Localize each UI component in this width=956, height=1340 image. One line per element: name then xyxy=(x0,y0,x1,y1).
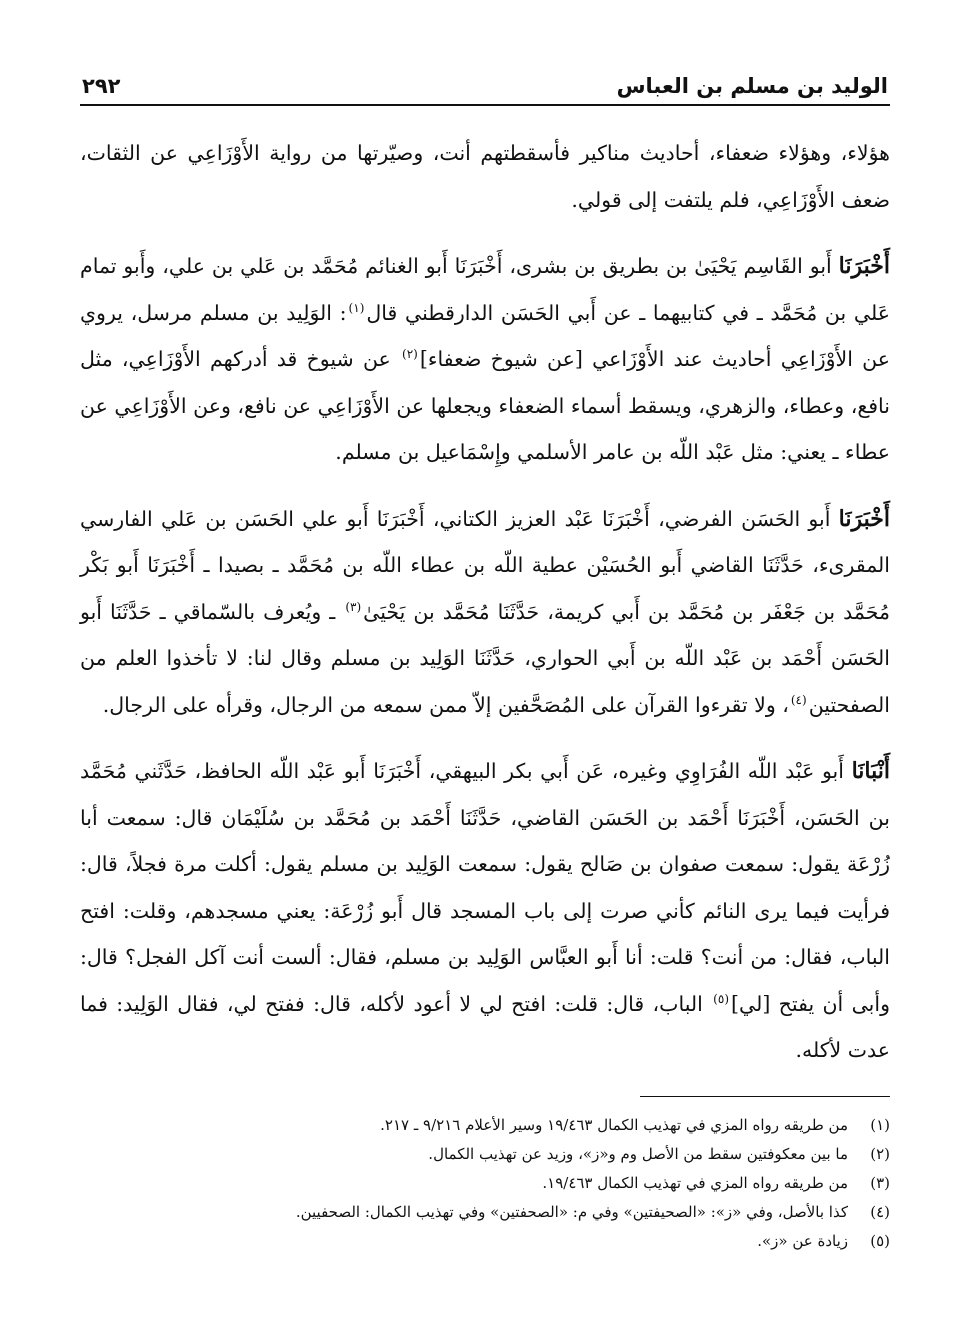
text-segment: أَبو القَاسِم يَحْيَىٰ بن بطريق بن بشرى، أَخْبَرَنَا أَبو الغنائم مُحَمَّد بن عَلي بن علي، وأَبو تمام عَلي بن مُحَمَّد ـ في كتابيهما ـ عن أَبي الحَسَن الدارقطني قال xyxy=(80,254,890,325)
paragraph xyxy=(80,130,890,223)
running-header xyxy=(80,60,890,106)
text-segment: أَبو عَبْد اللّه الفُرَاوِي وغيره، عَن أَبي بكر البيهقي، أَخْبَرَنَا أَبو عَبْد اللّه الحافظ، حَدَّثَني مُحَمَّد بن الحَسَن، أَخْبَرَنَا أَحْمَد بن الحَسَن القاضي، حَدَّثَنَا أَحْمَد بن مُحَمَّد بن سُلَيْمَان قال: سمعت أبا زُرْعَة يقول: سمعت صفوان بن صَالح يقول: سمعت الوَلِيد بن مسلم يقول: أكلت مرة فجلاً، قال: فرأيت فيما يرى النائم كأني صرت إلى باب المسجد قال أَبو زُرْعَة: يعني مسجدهم، وقلت: افتح الباب، فقال: من أنت؟ قلت: أنا أَبو العبَّاس الوَلِيد بن مسلم، فقال: ألست أنت آكل الفجل؟ قال: وأبى أن يفتح [لي] xyxy=(80,759,890,1016)
book-page xyxy=(80,60,890,1256)
text-segment: الباب، قال: قلت: افتح لي لا أعود لأكله، قال: ففتح لي، فقال الوَلِيد: فما عدت لأكله. xyxy=(80,991,890,1062)
main-text xyxy=(80,130,890,1074)
text-segment: عن شيوخ قد أدركهم الأَوْزَاعِي، مثل نافع، وعطاء، والزهري، ويسقط أسماء الضعفاء ويجعلها عن الأَوْزَاعِي عن نافع، وعن الأَوْزَاعِي عن عطاء ـ يعني: مثل عَبْد اللّه بن عامر الأسلمي وإِسْمَاعيل بن مسلم. xyxy=(80,347,890,464)
footnotes xyxy=(80,1111,890,1256)
footnote-text: من طريقه رواه المزي في تهذيب الكمال ١٩/٤٦٣. xyxy=(542,1173,848,1192)
footnote xyxy=(80,1111,890,1140)
footnote xyxy=(80,1227,890,1256)
footnote-number: (٤) xyxy=(870,1202,890,1221)
footnote-marker[interactable]: (١) xyxy=(348,300,365,315)
footnote-text: زيادة عن «ز». xyxy=(757,1231,848,1250)
footnote-text: من طريقه رواه المزي في تهذيب الكمال ١٩/٤٦٣ وسير الأعلام ٩/٢١٦ ـ ٢١٧. xyxy=(380,1115,848,1134)
text-segment: ـ ويُعرف بالسّماقي ـ حَدَّثَنَا أَبو الحَسَن أَحْمَد بن عَبْد اللّه بن أَبي الحواري، حَدَّثَنَا الوَلِيد بن مسلم وقال لنا: لا تأخذوا العلم من الصفحتين xyxy=(80,599,890,717)
paragraph-lead-word: أَخْبَرَنَا xyxy=(838,505,890,532)
footnote-text: كذا بالأصل، وفي «ز»: «الصحيفتين» وفي م: «الصحفتين» وفي تهذيب الكمال: الصحفيين. xyxy=(295,1202,848,1221)
paragraph xyxy=(80,496,890,729)
footnote xyxy=(80,1140,890,1169)
footnote-marker[interactable]: (٣) xyxy=(345,599,362,614)
paragraph-lead-word: أَنْبَانَا xyxy=(851,758,890,784)
paragraph-lead-word: أَخْبَرَنَا xyxy=(838,253,890,279)
running-title: الوليد بن مسلم بن العباس xyxy=(616,74,888,98)
footnote-marker[interactable]: (٤) xyxy=(790,692,807,707)
footnote-marker[interactable]: (٢) xyxy=(402,347,418,362)
footnote-text: ما بين معكوفتين سقط من الأصل وم و«ز»، وزيد عن تهذيب الكمال. xyxy=(428,1144,848,1163)
text-segment: هؤلاء، وهؤلاء ضعفاء، أحاديث مناكير فأسقطتهم أنت، وصيّرتها من رواية الأَوْزَاعِي عن الثقات، ضعف الأَوْزَاعِي، فلم يلتفت إلى قولي. xyxy=(80,141,890,212)
page-number: ٢٩٢ xyxy=(82,74,121,98)
footnote xyxy=(80,1169,890,1198)
paragraph xyxy=(80,243,890,476)
text-segment: أَبو الحَسَن الفرضي، أَخْبَرَنَا عَبْد العزيز الكتاني، أَخْبَرَنَا أَبو علي الحَسَن بن عَلي الفارسي المقرىء، حَدَّثَنَا القاضي أَبو الحُسَيْن عطية اللّه بن عطاء اللّه بن مُحَمَّد ـ بصيدا ـ أَخْبَرَنَا أَبو بَكْر مُحَمَّد بن جَعْفَر بن مُحَمَّد بن أَبي كريمة، حَدَّثَنَا مُحَمَّد بن يَحْيَىٰ xyxy=(80,506,890,624)
text-segment: ، ولا تقرءوا القرآن على المُصَحَّفين إلاّ ممن سمعه من الرجال، وقرأه على الرجال. xyxy=(102,692,789,717)
footnote-number: (٣) xyxy=(870,1173,890,1192)
footnote xyxy=(80,1198,890,1227)
footnote-number: (٢) xyxy=(870,1144,890,1163)
footnote-separator xyxy=(640,1096,890,1097)
footnote-marker[interactable]: (٥) xyxy=(713,991,729,1006)
footnote-number: (١) xyxy=(870,1115,890,1134)
paragraph xyxy=(80,748,890,1074)
footnote-number: (٥) xyxy=(870,1231,890,1250)
text-segment: : الوَلِيد بن مسلم مرسل، يروي عن الأَوْزَاعِي أحاديث عند الأَوْزَاعي [عن شيوخ ضعفاء] xyxy=(80,300,890,371)
